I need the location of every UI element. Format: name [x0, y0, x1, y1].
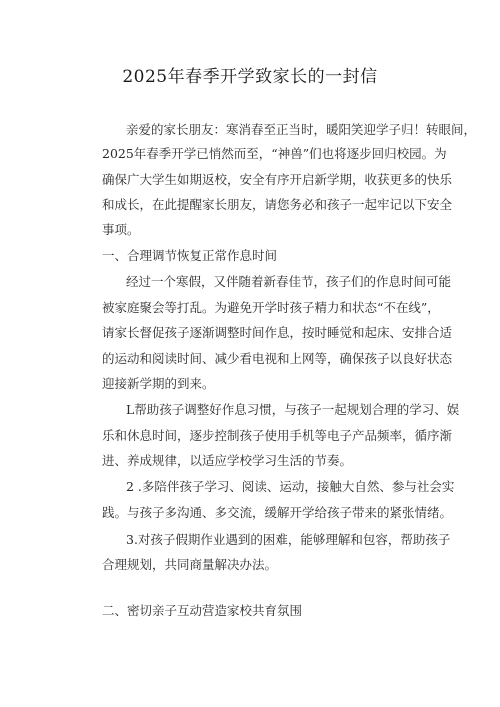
section-heading: 一、合理调节恢复正常作息时间 — [102, 248, 278, 263]
paragraph-line: 经过一个寒假，又伴随着新春佳节，孩子们的作息时间可能 — [126, 274, 452, 289]
paragraph-line: 2025年春季开学已悄然而至，“神兽”们也将逐步回归校园。为 — [102, 146, 447, 161]
paragraph-line: 合理规划，共同商量解决办法。 — [102, 557, 278, 572]
paragraph-line: 请家长督促孩子逐渐调整时间作息，按时睡觉和起床、安排合适 — [102, 325, 453, 340]
paragraph-line: 2 .多陪伴孩子学习、阅读、运动，接触大自然、参与社会实 — [126, 479, 455, 494]
paragraph-line: 迎接新学期的到来。 — [102, 376, 215, 391]
paragraph-line: 的运动和阅读时间、减少看电视和上网等，确保孩子以良好状态 — [102, 351, 453, 366]
paragraph-line: 和成长，在此提醒家长朋友，请您务必和孩子一起牢记以下安全 — [102, 197, 453, 212]
paragraph-line: 确保广大学生如期返校，安全有序开启新学期，收获更多的快乐 — [102, 172, 453, 187]
paragraph-line: L帮助孩子调整好作息习惯，与孩子一起规划合理的学习、娱 — [126, 402, 460, 417]
paragraph-line: 3.对孩子假期作业遇到的困难，能够理解和包容，帮助孩子 — [126, 532, 451, 547]
paragraph-line: 践。与孩子多沟通、多交流，缓解开学给孩子带来的紧张情绪。 — [102, 505, 453, 520]
paragraph-line: 被家庭聚会等打乱。为避免开学时孩子精力和状态“不在线”， — [102, 300, 440, 315]
document-title: 2025年春季开学致家长的一封信 — [122, 67, 378, 87]
paragraph-line: 乐和休息时间，逐步控制孩子使用手机等电子产品频率，循序渐 — [102, 428, 453, 443]
paragraph-line: 亲爱的家长朋友：寒消春至正当时，暖阳笑迎学子归！转眼间， — [126, 122, 477, 137]
paragraph-line: 进、养成规律，以适应学校学习生活的节奏。 — [102, 453, 353, 468]
section-heading: 二、密切亲子互动营造家校共育氛围 — [102, 603, 303, 618]
paragraph-line: 事项。 — [102, 222, 140, 237]
